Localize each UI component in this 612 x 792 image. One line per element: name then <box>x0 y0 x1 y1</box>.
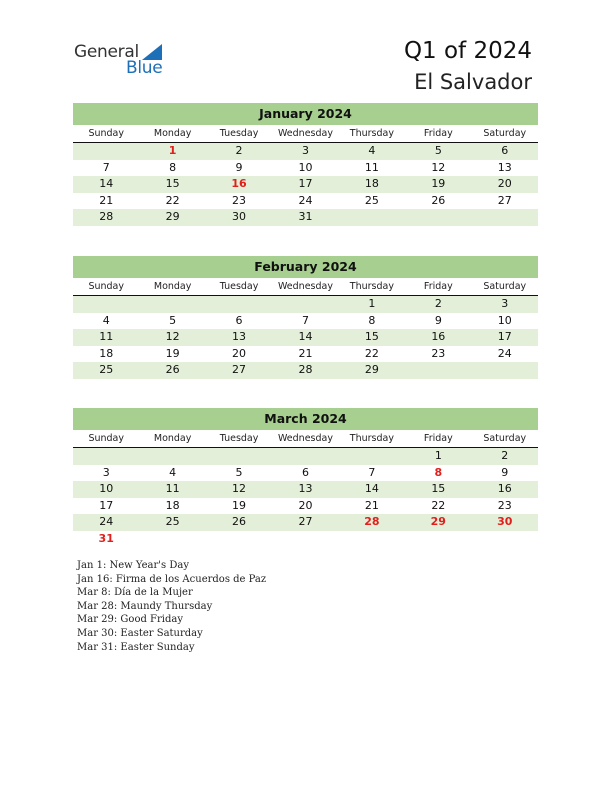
day-cell: 22 <box>165 193 180 207</box>
weekday-label: Tuesday <box>219 433 259 444</box>
day-cell: 3 <box>301 144 309 157</box>
day-cell: 4 <box>102 313 110 327</box>
day-cell: 23 <box>232 193 247 207</box>
day-cell: 28 <box>99 210 114 223</box>
weekday-label: Thursday <box>349 433 394 444</box>
day-cell: 1 <box>168 144 177 157</box>
day-cell: 2 <box>501 449 509 462</box>
week-row <box>73 514 538 531</box>
day-cell: 11 <box>165 482 180 495</box>
week-row <box>73 481 538 498</box>
day-cell: 15 <box>364 330 379 343</box>
holiday-note: Jan 16: Firma de los Acuerdos de Paz <box>77 573 267 585</box>
week-row <box>73 209 538 226</box>
day-cell: 20 <box>298 498 313 512</box>
holiday-note: Mar 28: Maundy Thursday <box>77 600 213 612</box>
month-block <box>73 408 538 547</box>
day-cell: 23 <box>431 346 446 360</box>
day-cell: 18 <box>165 498 180 512</box>
day-cell <box>272 531 338 548</box>
month-block <box>73 103 538 226</box>
day-cell <box>73 143 139 160</box>
week-row <box>73 346 538 363</box>
day-cell: 20 <box>497 177 512 190</box>
day-cell: 12 <box>165 330 180 343</box>
weekday-label: Saturday <box>483 433 527 444</box>
weekday-label: Sunday <box>88 128 124 139</box>
day-cell: 29 <box>165 210 180 223</box>
weekday-label: Tuesday <box>219 128 259 139</box>
weekday-label: Tuesday <box>219 281 259 292</box>
day-cell <box>139 296 205 313</box>
day-cell: 28 <box>298 363 313 376</box>
day-cell: 26 <box>165 363 180 376</box>
weekday-label: Sunday <box>88 281 124 292</box>
day-cell: 25 <box>364 193 379 207</box>
day-cell: 19 <box>232 498 247 512</box>
day-cell: 6 <box>501 144 509 157</box>
week-row <box>73 531 538 548</box>
day-cell: 21 <box>298 346 313 360</box>
week-row <box>73 176 538 193</box>
day-cell <box>472 209 538 226</box>
day-cell: 8 <box>368 313 376 327</box>
day-cell: 4 <box>169 465 177 479</box>
day-cell <box>405 531 471 548</box>
day-cell <box>206 531 272 548</box>
weekday-label: Wednesday <box>277 433 333 444</box>
logo-word-general: General <box>74 42 139 62</box>
holiday-note: Mar 29: Good Friday <box>77 614 183 626</box>
day-cell: 31 <box>298 210 313 223</box>
weekday-label: Wednesday <box>277 128 333 139</box>
day-cell: 2 <box>235 144 243 157</box>
day-cell <box>472 362 538 379</box>
day-cell: 17 <box>298 177 313 190</box>
day-cell: 14 <box>298 330 313 343</box>
day-cell: 16 <box>497 482 512 495</box>
month-title: March 2024 <box>73 408 538 430</box>
day-cell <box>339 448 405 465</box>
week-row <box>73 313 538 330</box>
day-cell: 14 <box>99 177 114 190</box>
day-cell: 26 <box>232 515 247 528</box>
weekday-label: Monday <box>153 281 192 292</box>
day-cell: 15 <box>431 482 446 495</box>
day-cell: 8 <box>169 160 177 174</box>
weekday-header <box>73 278 538 296</box>
holiday-note: Mar 8: Día de la Mujer <box>77 587 193 599</box>
day-cell: 29 <box>430 515 446 528</box>
day-cell: 2 <box>434 297 442 310</box>
day-cell <box>206 448 272 465</box>
holiday-notes <box>77 559 266 654</box>
day-cell <box>139 531 205 548</box>
day-cell: 1 <box>434 449 442 462</box>
week-row <box>73 193 538 210</box>
day-cell: 31 <box>98 531 114 545</box>
day-cell: 21 <box>99 193 114 207</box>
day-cell: 16 <box>431 330 446 343</box>
week-row <box>73 465 538 482</box>
day-cell: 9 <box>434 313 442 327</box>
day-cell: 17 <box>497 330 512 343</box>
day-cell: 27 <box>232 363 247 376</box>
day-cell: 9 <box>501 465 509 479</box>
day-cell: 22 <box>364 346 379 360</box>
month-block <box>73 256 538 379</box>
day-cell: 21 <box>364 498 379 512</box>
country-name: El Salvador <box>414 70 532 94</box>
page-title: Q1 of 2024 <box>403 38 532 64</box>
day-cell: 26 <box>431 193 446 207</box>
day-cell: 5 <box>169 313 177 327</box>
day-cell: 18 <box>364 177 379 190</box>
weekday-label: Wednesday <box>277 281 333 292</box>
weekday-label: Saturday <box>483 281 527 292</box>
day-cell: 11 <box>99 330 114 343</box>
day-cell <box>73 296 139 313</box>
day-cell: 3 <box>501 297 509 310</box>
weekday-label: Friday <box>423 128 453 139</box>
day-cell: 6 <box>301 465 309 479</box>
day-cell: 30 <box>497 515 513 528</box>
day-cell <box>405 209 471 226</box>
day-cell: 7 <box>301 313 309 327</box>
day-cell: 20 <box>232 346 247 360</box>
day-cell <box>339 531 405 548</box>
day-cell: 25 <box>165 515 180 528</box>
week-row <box>73 448 538 465</box>
weekday-label: Thursday <box>349 281 394 292</box>
day-cell <box>339 209 405 226</box>
day-cell: 24 <box>298 193 313 207</box>
day-cell: 10 <box>497 313 512 327</box>
week-row <box>73 498 538 515</box>
holiday-note: Mar 30: Easter Saturday <box>77 627 203 639</box>
week-row <box>73 296 538 313</box>
day-cell: 30 <box>232 210 247 223</box>
day-cell: 13 <box>232 330 247 343</box>
day-cell: 27 <box>497 193 512 207</box>
day-cell: 13 <box>298 482 313 495</box>
day-cell: 24 <box>99 515 114 528</box>
day-cell: 6 <box>235 313 243 327</box>
week-row <box>73 143 538 160</box>
weekday-label: Monday <box>153 128 192 139</box>
day-cell: 16 <box>231 177 247 190</box>
month-title: January 2024 <box>73 103 538 125</box>
day-cell <box>472 531 538 548</box>
day-cell: 5 <box>434 144 442 157</box>
day-cell: 10 <box>298 160 313 174</box>
month-title: February 2024 <box>73 256 538 278</box>
day-cell: 24 <box>497 346 512 360</box>
day-cell: 19 <box>431 177 446 190</box>
day-cell: 4 <box>368 144 376 157</box>
day-cell: 18 <box>99 346 114 360</box>
day-cell: 19 <box>165 346 180 360</box>
weekday-header <box>73 125 538 143</box>
day-cell <box>272 448 338 465</box>
weekday-label: Saturday <box>483 128 527 139</box>
day-cell: 12 <box>431 160 446 174</box>
day-cell: 23 <box>497 498 512 512</box>
day-cell: 7 <box>368 465 376 479</box>
weekday-header <box>73 430 538 448</box>
day-cell: 29 <box>364 363 379 376</box>
day-cell: 22 <box>431 498 446 512</box>
weekday-label: Monday <box>153 433 192 444</box>
weekday-label: Friday <box>423 433 453 444</box>
day-cell <box>206 296 272 313</box>
day-cell: 7 <box>102 160 110 174</box>
day-cell: 5 <box>235 465 243 479</box>
weekday-label: Friday <box>423 281 453 292</box>
week-row <box>73 362 538 379</box>
day-cell: 28 <box>364 515 380 528</box>
day-cell: 12 <box>232 482 247 495</box>
day-cell <box>405 362 471 379</box>
weekday-label: Thursday <box>349 128 394 139</box>
day-cell: 8 <box>434 465 443 479</box>
week-row <box>73 329 538 346</box>
day-cell: 11 <box>364 160 379 174</box>
day-cell: 10 <box>99 482 114 495</box>
day-cell <box>73 448 139 465</box>
day-cell <box>139 448 205 465</box>
day-cell: 9 <box>235 160 243 174</box>
day-cell: 25 <box>99 363 114 376</box>
day-cell: 14 <box>364 482 379 495</box>
day-cell: 3 <box>102 465 110 479</box>
brand-logo <box>74 42 174 78</box>
weekday-label: Sunday <box>88 433 124 444</box>
day-cell: 13 <box>497 160 512 174</box>
holiday-note: Mar 31: Easter Sunday <box>77 641 195 653</box>
day-cell: 15 <box>165 177 180 190</box>
day-cell: 17 <box>99 498 114 512</box>
day-cell: 27 <box>298 515 313 528</box>
day-cell: 1 <box>368 297 376 310</box>
logo-word-blue: Blue <box>126 58 163 78</box>
day-cell <box>272 296 338 313</box>
holiday-note: Jan 1: New Year's Day <box>77 560 189 571</box>
week-row <box>73 160 538 177</box>
